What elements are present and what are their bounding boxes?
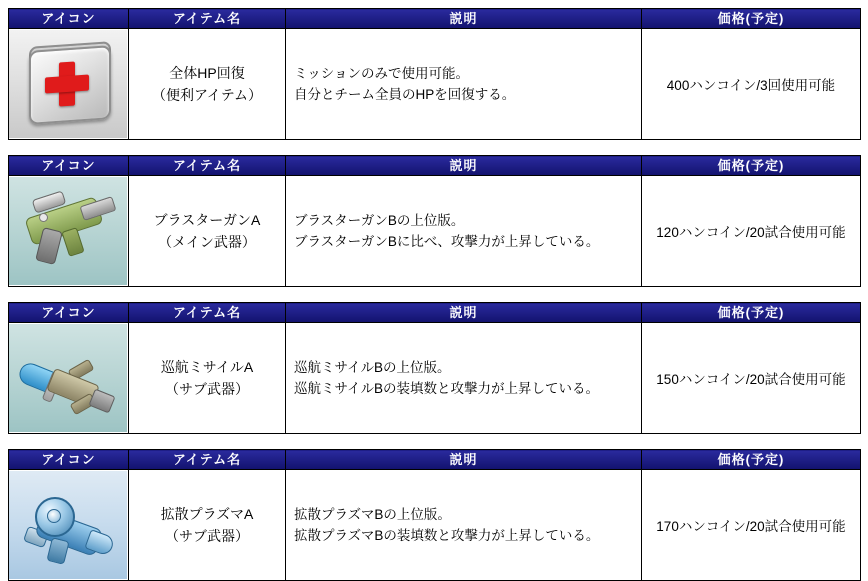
item-description-cell	[286, 470, 642, 581]
table-row	[9, 176, 861, 287]
column-header-price: 価格(予定)	[642, 9, 861, 29]
item-description-line2: ブラスターガンBに比べ、攻撃力が上昇している。	[294, 234, 600, 249]
item-name-line1: 巡航ミサイルA	[160, 359, 254, 375]
column-header-description: 説明	[286, 450, 642, 470]
plasma-grip-shape	[46, 537, 69, 565]
item-description-cell	[286, 29, 642, 140]
item-description-line2: 拡散プラズマBの装填数と攻撃力が上昇している。	[294, 528, 600, 543]
column-header-icon: アイコン	[9, 156, 129, 176]
table-row	[9, 29, 861, 140]
column-header-description: 説明	[286, 156, 642, 176]
icon-cell	[9, 176, 129, 287]
item-description-cell	[286, 323, 642, 434]
item-price-cell: 120ハンコイン/20試合使用可能	[642, 176, 861, 287]
item-name-line2: （便利アイテム）	[151, 87, 263, 103]
column-header-icon: アイコン	[9, 303, 129, 323]
column-header-price: 価格(予定)	[642, 156, 861, 176]
item-table-cruise-missile	[8, 302, 861, 434]
column-header-item-name: アイテム名	[129, 156, 286, 176]
medkit-icon	[9, 30, 127, 138]
missile-tail-shape	[88, 389, 115, 414]
item-table-blaster-gun	[8, 155, 861, 287]
column-header-description: 説明	[286, 303, 642, 323]
item-name-line1: 拡散プラズマA	[160, 506, 254, 522]
column-header-icon: アイコン	[9, 450, 129, 470]
item-name-line2: （メイン武器）	[158, 234, 256, 250]
item-price-cell: 150ハンコイン/20試合使用可能	[642, 323, 861, 434]
item-name-cell	[129, 323, 286, 434]
item-description-line1: ミッションのみで使用可能。	[294, 66, 469, 81]
item-name-line1: 全体HP回復	[169, 65, 245, 81]
item-description-cell	[286, 176, 642, 287]
table-header-row	[9, 9, 861, 29]
icon-cell	[9, 470, 129, 581]
gun-magazine-shape	[61, 227, 84, 257]
red-cross-horizontal-shape	[45, 74, 89, 93]
item-description-line1: 巡航ミサイルBの上位版。	[294, 360, 451, 375]
cruise-missile-icon	[9, 324, 127, 432]
item-price-cell: 170ハンコイン/20試合使用可能	[642, 470, 861, 581]
icon-cell	[9, 29, 129, 140]
table-header-row	[9, 156, 861, 176]
column-header-price: 価格(予定)	[642, 450, 861, 470]
item-name-line2: （サブ武器）	[165, 381, 249, 397]
column-header-description: 説明	[286, 9, 642, 29]
table-row	[9, 323, 861, 434]
plasma-core-shape	[47, 509, 61, 523]
item-price-cell: 400ハンコイン/3回使用可能	[642, 29, 861, 140]
column-header-item-name: アイテム名	[129, 450, 286, 470]
icon-cell	[9, 323, 129, 434]
column-header-item-name: アイテム名	[129, 303, 286, 323]
item-table-medkit	[8, 8, 861, 140]
item-name-line1: ブラスターガンA	[153, 212, 261, 228]
diffusion-plasma-icon	[9, 471, 127, 579]
column-header-icon: アイコン	[9, 9, 129, 29]
column-header-item-name: アイテム名	[129, 9, 286, 29]
blaster-gun-icon	[9, 177, 127, 285]
item-description-line1: ブラスターガンBの上位版。	[294, 213, 465, 228]
table-row	[9, 470, 861, 581]
item-description-line2: 巡航ミサイルBの装填数と攻撃力が上昇している。	[294, 381, 600, 396]
item-table-diffusion-plasma	[8, 449, 861, 581]
table-header-row	[9, 450, 861, 470]
item-name-line2: （サブ武器）	[165, 528, 249, 544]
table-header-row	[9, 303, 861, 323]
item-name-cell	[129, 29, 286, 140]
item-description-line2: 自分とチーム全員のHPを回復する。	[294, 87, 516, 102]
column-header-price: 価格(予定)	[642, 303, 861, 323]
item-description-line1: 拡散プラズマBの上位版。	[294, 507, 451, 522]
item-name-cell	[129, 470, 286, 581]
item-name-cell	[129, 176, 286, 287]
